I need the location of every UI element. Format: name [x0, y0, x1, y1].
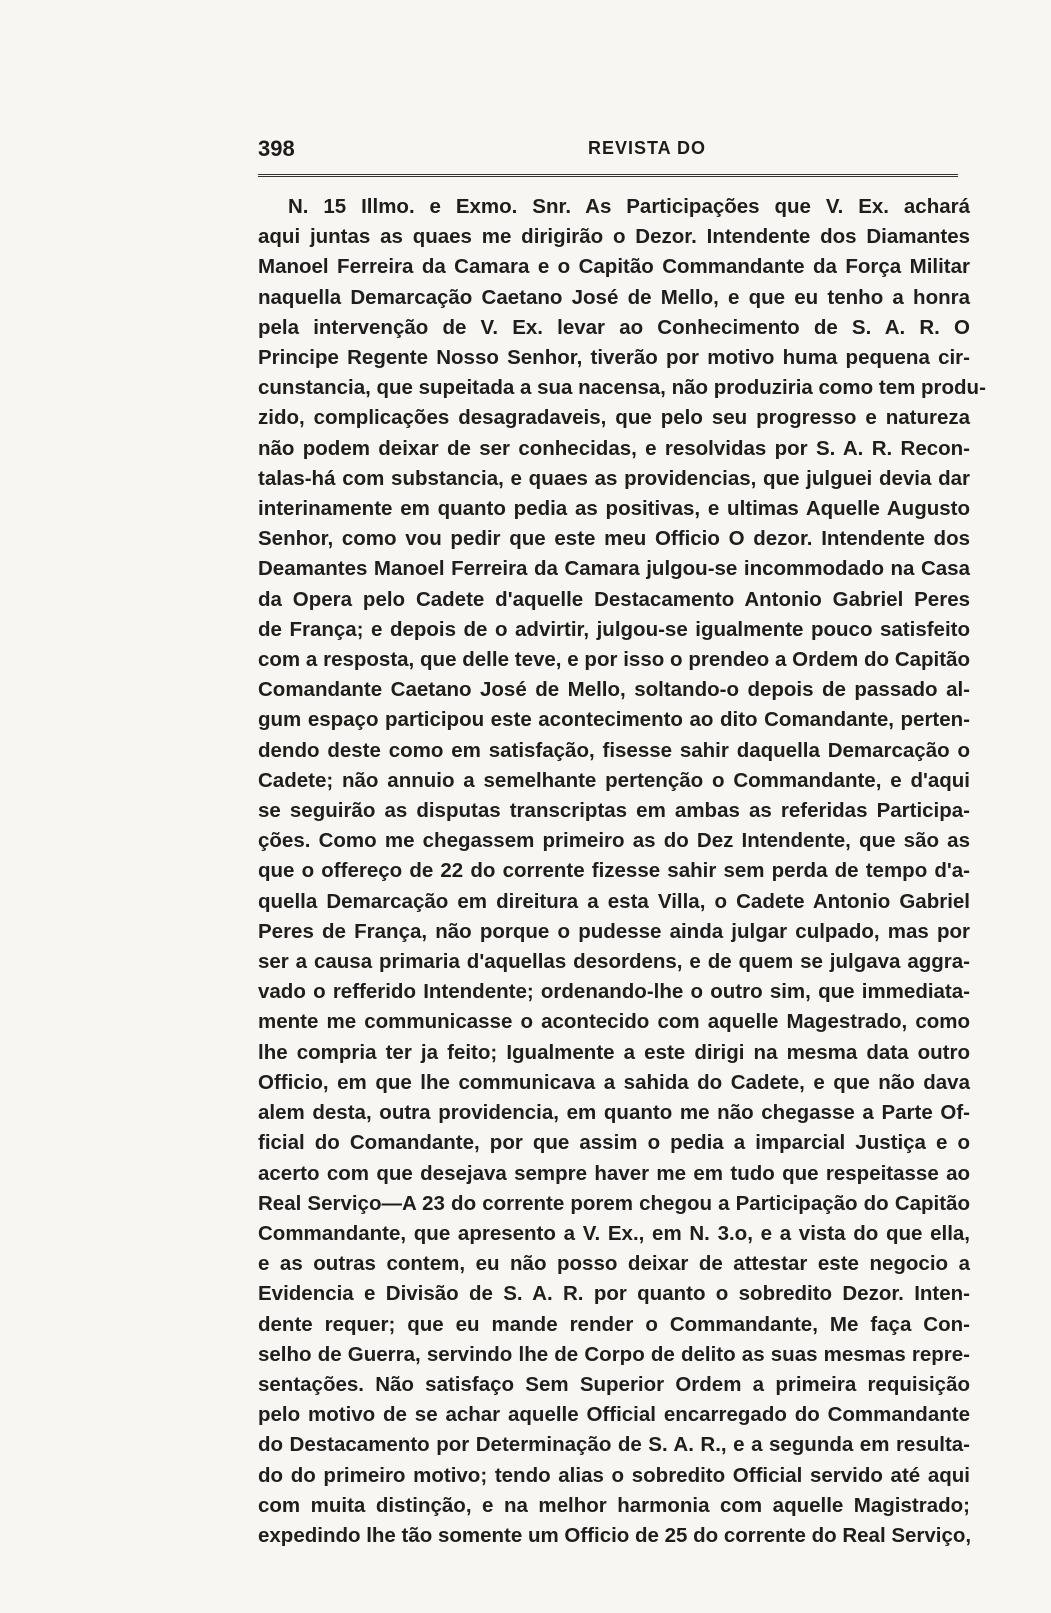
text-line: aqui juntas as quaes me dirigirão o Dezor. Intendente dos Diamantes	[258, 225, 970, 249]
text-line: expedindo lhe tão somente um Officio de 25 do corrente do Real Serviço,	[258, 1523, 972, 1547]
text-line: Manoel Ferreira da Camara e o Capitão Commandante da Força Militar	[258, 255, 970, 279]
text-line: se seguirão as disputas transcriptas em ambas as referidas Participa-	[258, 799, 970, 823]
text-line: Comandante Caetano José de Mello, soltando-o depois de passado al-	[258, 678, 970, 702]
text-line: Senhor, como vou pedir que este meu Officio O dezor. Intendente dos	[258, 527, 970, 551]
text-line: que o offereço de 22 do corrente fizesse sahir sem perda de tempo d'a-	[258, 859, 970, 883]
text-line: gum espaço participou este acontecimento ao dito Comandante, perten-	[258, 708, 970, 732]
text-line: do do primeiro motivo; tendo alias o sobredito Official servido até aqui	[258, 1463, 970, 1487]
text-line: selho de Guerra, servindo lhe de Corpo de delito as suas mesmas repre-	[258, 1342, 970, 1366]
text-line: naquella Demarcação Caetano José de Mello, e que eu tenho a honra	[258, 285, 970, 309]
running-title: REVISTA DO	[588, 138, 707, 158]
text-line: com muita distinção, e na melhor harmonia com aquelle Magistrado;	[258, 1493, 970, 1517]
text-line: Deamantes Manoel Ferreira da Camara julgou-se incommodado na Casa	[258, 557, 970, 581]
text-line: acerto com que desejava sempre haver me em tudo que respeitasse ao	[258, 1161, 970, 1185]
text-line: e as outras contem, eu não posso deixar de attestar este negocio a	[258, 1252, 970, 1276]
text-line: zido, complicações desagradaveis, que pelo seu progresso e natureza	[258, 406, 970, 430]
text-line: quella Demarcação em direitura a esta Villa, o Cadete Antonio Gabriel	[258, 889, 970, 913]
text-line: dendo deste como em satisfação, fisesse sahir daquella Demarcação o	[258, 738, 970, 762]
text-line: de França; e depois de o advirtir, julgou-se igualmente pouco satisfeito	[258, 617, 970, 641]
text-line: cunstancia, que supeitada a sua nacensa, não produziria como tem produ-	[258, 376, 986, 400]
text-line: dente requer; que eu mande render o Commandante, Me faça Con-	[258, 1312, 970, 1336]
text-line: interinamente em quanto pedia as positivas, e ultimas Aquelle Augusto	[258, 497, 970, 521]
text-line: Officio, em que lhe communicava a sahida do Cadete, e que não dava	[258, 1070, 970, 1094]
text-line: pelo motivo de se achar aquelle Official encarregado do Commandante	[258, 1403, 970, 1427]
body-text	[258, 192, 986, 1551]
text-line: sentações. Não satisfaço Sem Superior Ordem a primeira requisição	[258, 1372, 970, 1396]
text-line: mente me communicasse o acontecido com aquelle Magestrado, como	[258, 1010, 970, 1034]
text-line: vado o refferido Intendente; ordenando-lhe o outro sim, que immediata-	[258, 980, 970, 1004]
text-line: pela intervenção de V. Ex. levar ao Conhecimento de S. A. R. O	[258, 315, 970, 339]
text-line: N. 15 Illmo. e Exmo. Snr. As Participações que V. Ex. achará	[288, 195, 970, 218]
text-line: Peres de França, não porque o pudesse ainda julgar culpado, mas por	[258, 919, 970, 943]
text-line: ções. Como me chegassem primeiro as do Dez Intendente, que são as	[258, 829, 970, 853]
page-header	[258, 128, 958, 168]
text-line: não podem deixar de ser conhecidas, e resolvidas por S. A. R. Recon-	[258, 436, 970, 460]
text-line: da Opera pelo Cadete d'aquelle Destacamento Antonio Gabriel Peres	[258, 587, 970, 611]
text-line: Commandante, que apresento a V. Ex., em N. 3.o, e a vista do que ella,	[258, 1221, 970, 1245]
text-line: ser a causa primaria d'aquellas desordens, e de quem se julgava aggra-	[258, 950, 970, 974]
text-line: com a resposta, que delle teve, e por isso o prendeo a Ordem do Capitão	[258, 648, 970, 672]
text-line: do Destacamento por Determinação de S. A. R., e a segunda em resulta-	[258, 1433, 970, 1457]
text-line: alem desta, outra providencia, em quanto me não chegasse a Parte Of-	[258, 1101, 970, 1125]
text-line: ficial do Comandante, por que assim o pedia a imparcial Justiça e o	[258, 1131, 970, 1155]
page-number: 398	[258, 136, 295, 161]
text-line: Principe Regente Nosso Senhor, tiverão por motivo huma pequena cir-	[258, 346, 970, 370]
text-line: Real Serviço—A 23 do corrente porem chegou a Participação do Capitão	[258, 1191, 970, 1215]
header-rule	[258, 174, 958, 177]
text-line: Evidencia e Divisão de S. A. R. por quanto o sobredito Dezor. Inten-	[258, 1282, 970, 1306]
text-line: Cadete; não annuio a semelhante pertenção o Commandante, e d'aqui	[258, 768, 970, 792]
text-line: talas-há com substancia, e quaes as providencias, que julguei devia dar	[258, 466, 970, 490]
text-line: lhe compria ter ja feito; Igualmente a este dirigi na mesma data outro	[258, 1040, 970, 1064]
